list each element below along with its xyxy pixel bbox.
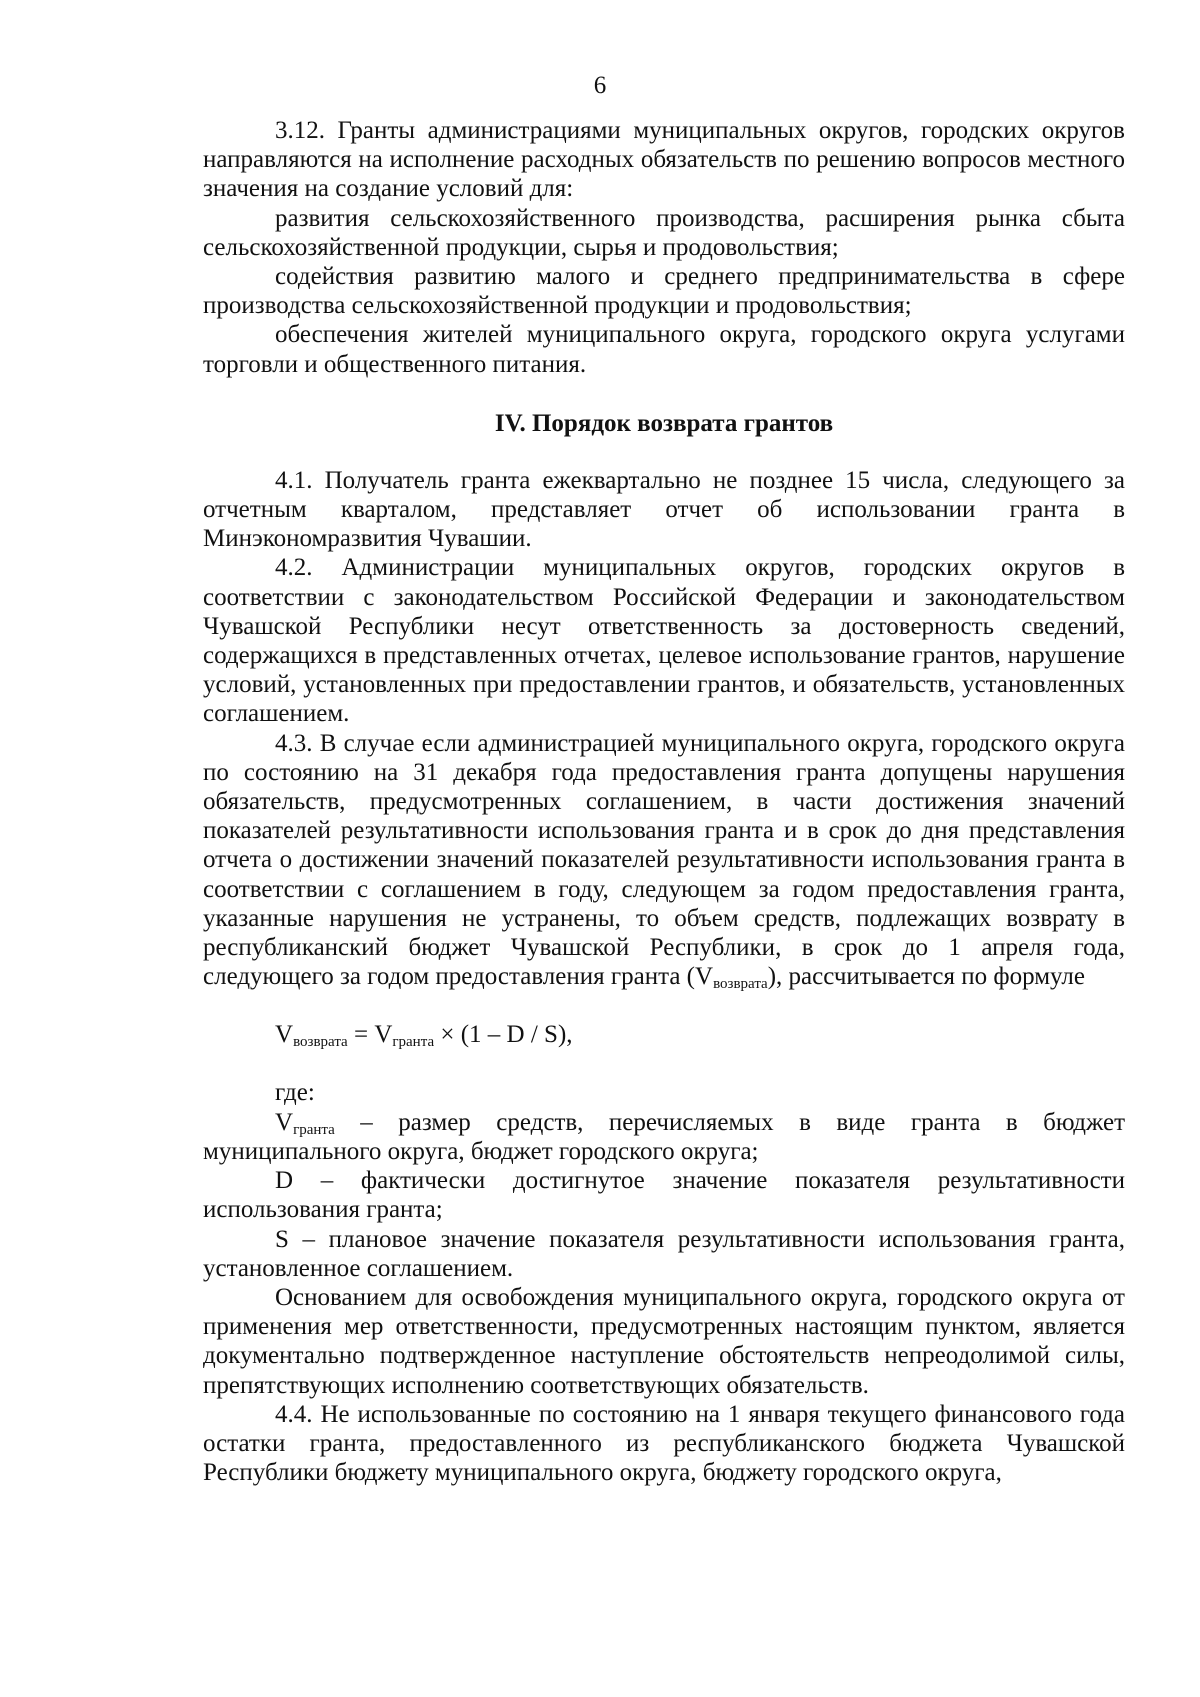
page-number: 6 [593, 72, 607, 99]
where-label: где: [275, 1079, 315, 1107]
definition-v-granta: $V_{гранта}$ – размер средств, перечисляемых в виде гранта в бюджет муниципального округа, бюджет городского округа; [203, 1108, 1125, 1165]
list-item-small-business: содействия развитию малого и среднего предпринимательства в сфере производства сельскохозяйственной продукции и продовольствия; [203, 263, 1125, 320]
document-body [203, 116, 1125, 1487]
paragraph-4-3 [203, 729, 1125, 992]
paragraph-3-12: 3.12. Гранты администрациями муниципальных округов, городских округов направляются на исполнение расходных обязательств по решению вопросов местного значения на создание условий для: [203, 117, 1125, 203]
paragraph-4-1: 4.1. Получатель гранта ежеквартально не позднее 15 числа, следующего за отчетным кварталом, представляет отчет об использовании гранта в Минэкономразвития Чувашии. [203, 466, 1125, 553]
formula-sub-granta: гранта [392, 1034, 435, 1051]
paragraph-grounds: Основанием для освобождения муниципального округа, городского округа от применения мер ответственности, предусмотренных настоящим пунктом, является документально подтвержденное наступление обстоятельств непреодолимой силы, препятствующих исполнению соответствующих обязательств. [203, 1283, 1125, 1399]
subscript-vozvrata: возврата [713, 976, 768, 993]
paragraph-4-2: 4.2. Администрации муниципальных округов, городских округов в соответствии с законодательством Российской Федерации и законодательством Чувашской Республики несут ответственность за достоверность сведений, содержащихся в представленных отчетах, целевое использование грантов, нарушение условий, установленных при предоставлении грантов, и обязательств, установленных соглашением. [203, 554, 1125, 728]
list-item-agriculture: развития сельскохозяйственного производства, расширения рынка сбыта сельскохозяйственной продукции, сырья и продовольствия; [203, 204, 1125, 261]
list-item-trade-services: обеспечения жителей муниципального округа, городского округа услугами торговли и общественного питания. [203, 321, 1125, 378]
paragraph-4-3-main: 4.3. В случае если администрацией муниципального округа, городского округа по состоянию на 31 декабря года предоставления гранта допущены нарушения обязательств, предусмотренных соглашением, в части достижения значений показателей результативности использования гранта и в срок до дня представления отчета о достижении значений показателей результативности использования гранта в соответствии с соглашением в году, следующем за годом предоставления гранта, указанные нарушения не устранены, то объем средств, подлежащих возврату в республиканский бюджет Чувашской Республики, в срок до 1 апреля года, следующего за годом предоставления гранта (V [203, 729, 1125, 991]
definition-s: S – плановое значение показателя результативности использования гранта, установленное соглашением. [203, 1225, 1125, 1282]
paragraph-4-3-tail: ), рассчитывается по формуле [767, 963, 1085, 991]
paragraph-4-4: 4.4. Не использованные по состоянию на 1 января текущего финансового года остатки гранта, предоставленного из республиканского бюджета Чувашской Республики бюджету муниципального округа, бюджету городского округа, [203, 1400, 1125, 1487]
definition-d: D – фактически достигнутое значение показателя результативности использования гранта; [203, 1167, 1125, 1224]
formula: $V_{возврата} = V_{гранта} \times (1 - D / S)$, [275, 1021, 573, 1051]
section-heading: IV. Порядок возврата грантов [494, 409, 834, 437]
definition-sub-granta: гранта [293, 1121, 335, 1138]
formula-sub-vozvrata: возврата [293, 1034, 348, 1051]
